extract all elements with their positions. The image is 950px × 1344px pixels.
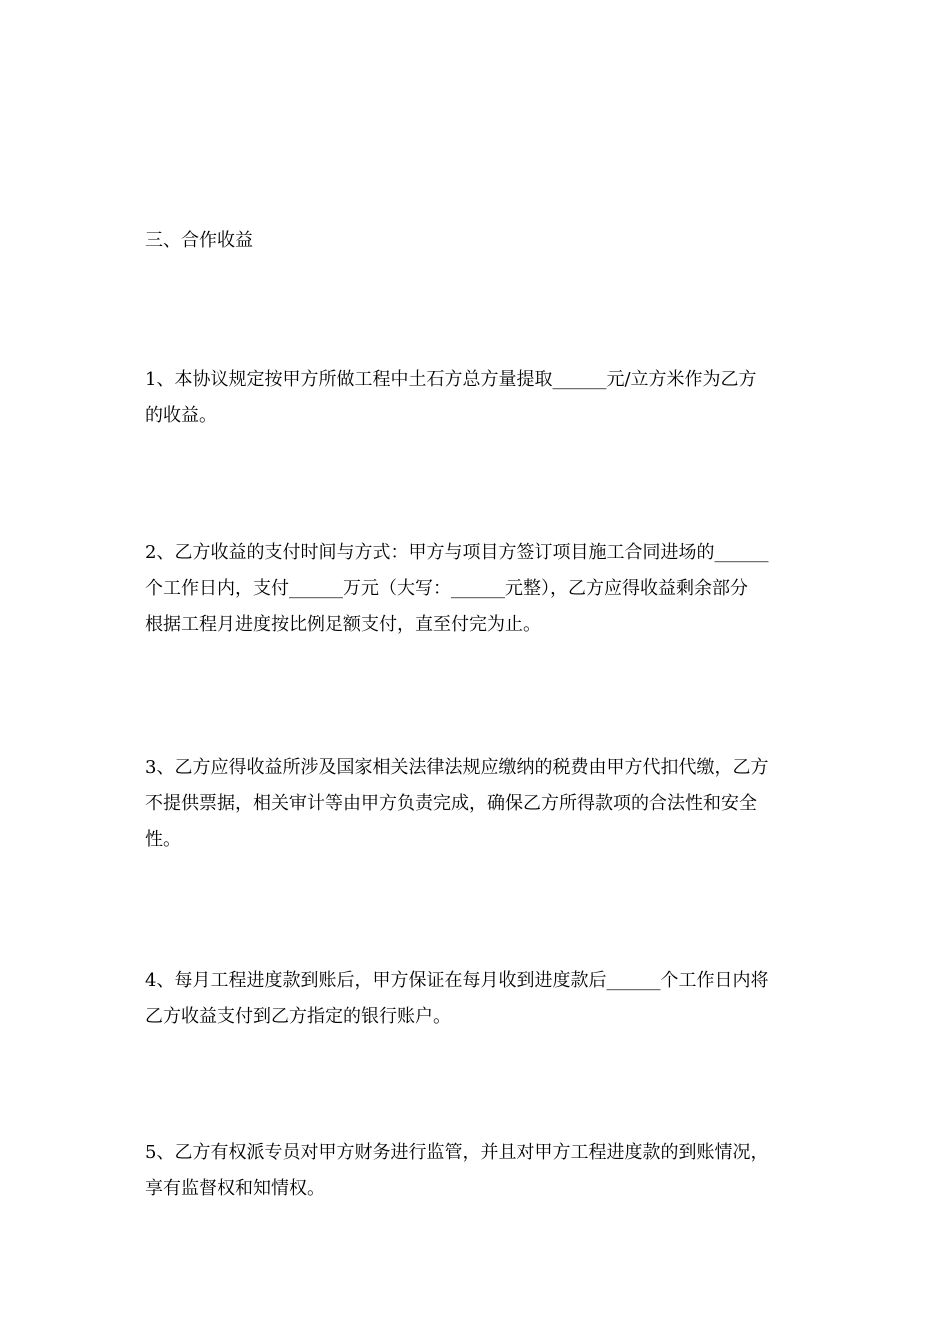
clause-line: 2、乙方收益的支付时间与方式：甲方与项目方签订项目施工合同进场的______: [145, 542, 769, 563]
clause-line: 享有监督权和知情权。: [145, 1178, 325, 1199]
clause-2: [145, 535, 805, 643]
clause-line: 不提供票据，相关审计等由甲方负责完成，确保乙方所得款项的合法性和安全: [145, 793, 757, 814]
clause-3: [145, 750, 805, 858]
clause-4: [145, 963, 805, 1035]
clause-line: 5、乙方有权派专员对甲方财务进行监管，并且对甲方工程进度款的到账情况，: [145, 1142, 769, 1163]
clause-line: 性。: [145, 829, 181, 850]
clause-line: 根据工程月进度按比例足额支付，直至付完为止。: [145, 614, 541, 635]
clause-5: [145, 1135, 805, 1207]
clause-line: 乙方收益支付到乙方指定的银行账户。: [145, 1006, 451, 1027]
clause-line: 1、本协议规定按甲方所做工程中土石方总方量提取______元/立方米作为乙方: [145, 369, 757, 390]
clause-line: 个工作日内，支付______万元（大写：______元整），乙方应得收益剩余部分: [145, 578, 748, 599]
clause-line: 4、每月工程进度款到账后，甲方保证在每月收到进度款后______个工作日内将: [145, 970, 769, 991]
section-heading: 三、合作收益: [145, 230, 253, 251]
clause-line: 的收益。: [145, 405, 217, 426]
clause-line: 3、乙方应得收益所涉及国家相关法律法规应缴纳的税费由甲方代扣代缴，乙方: [145, 757, 769, 778]
clause-1: [145, 362, 805, 434]
